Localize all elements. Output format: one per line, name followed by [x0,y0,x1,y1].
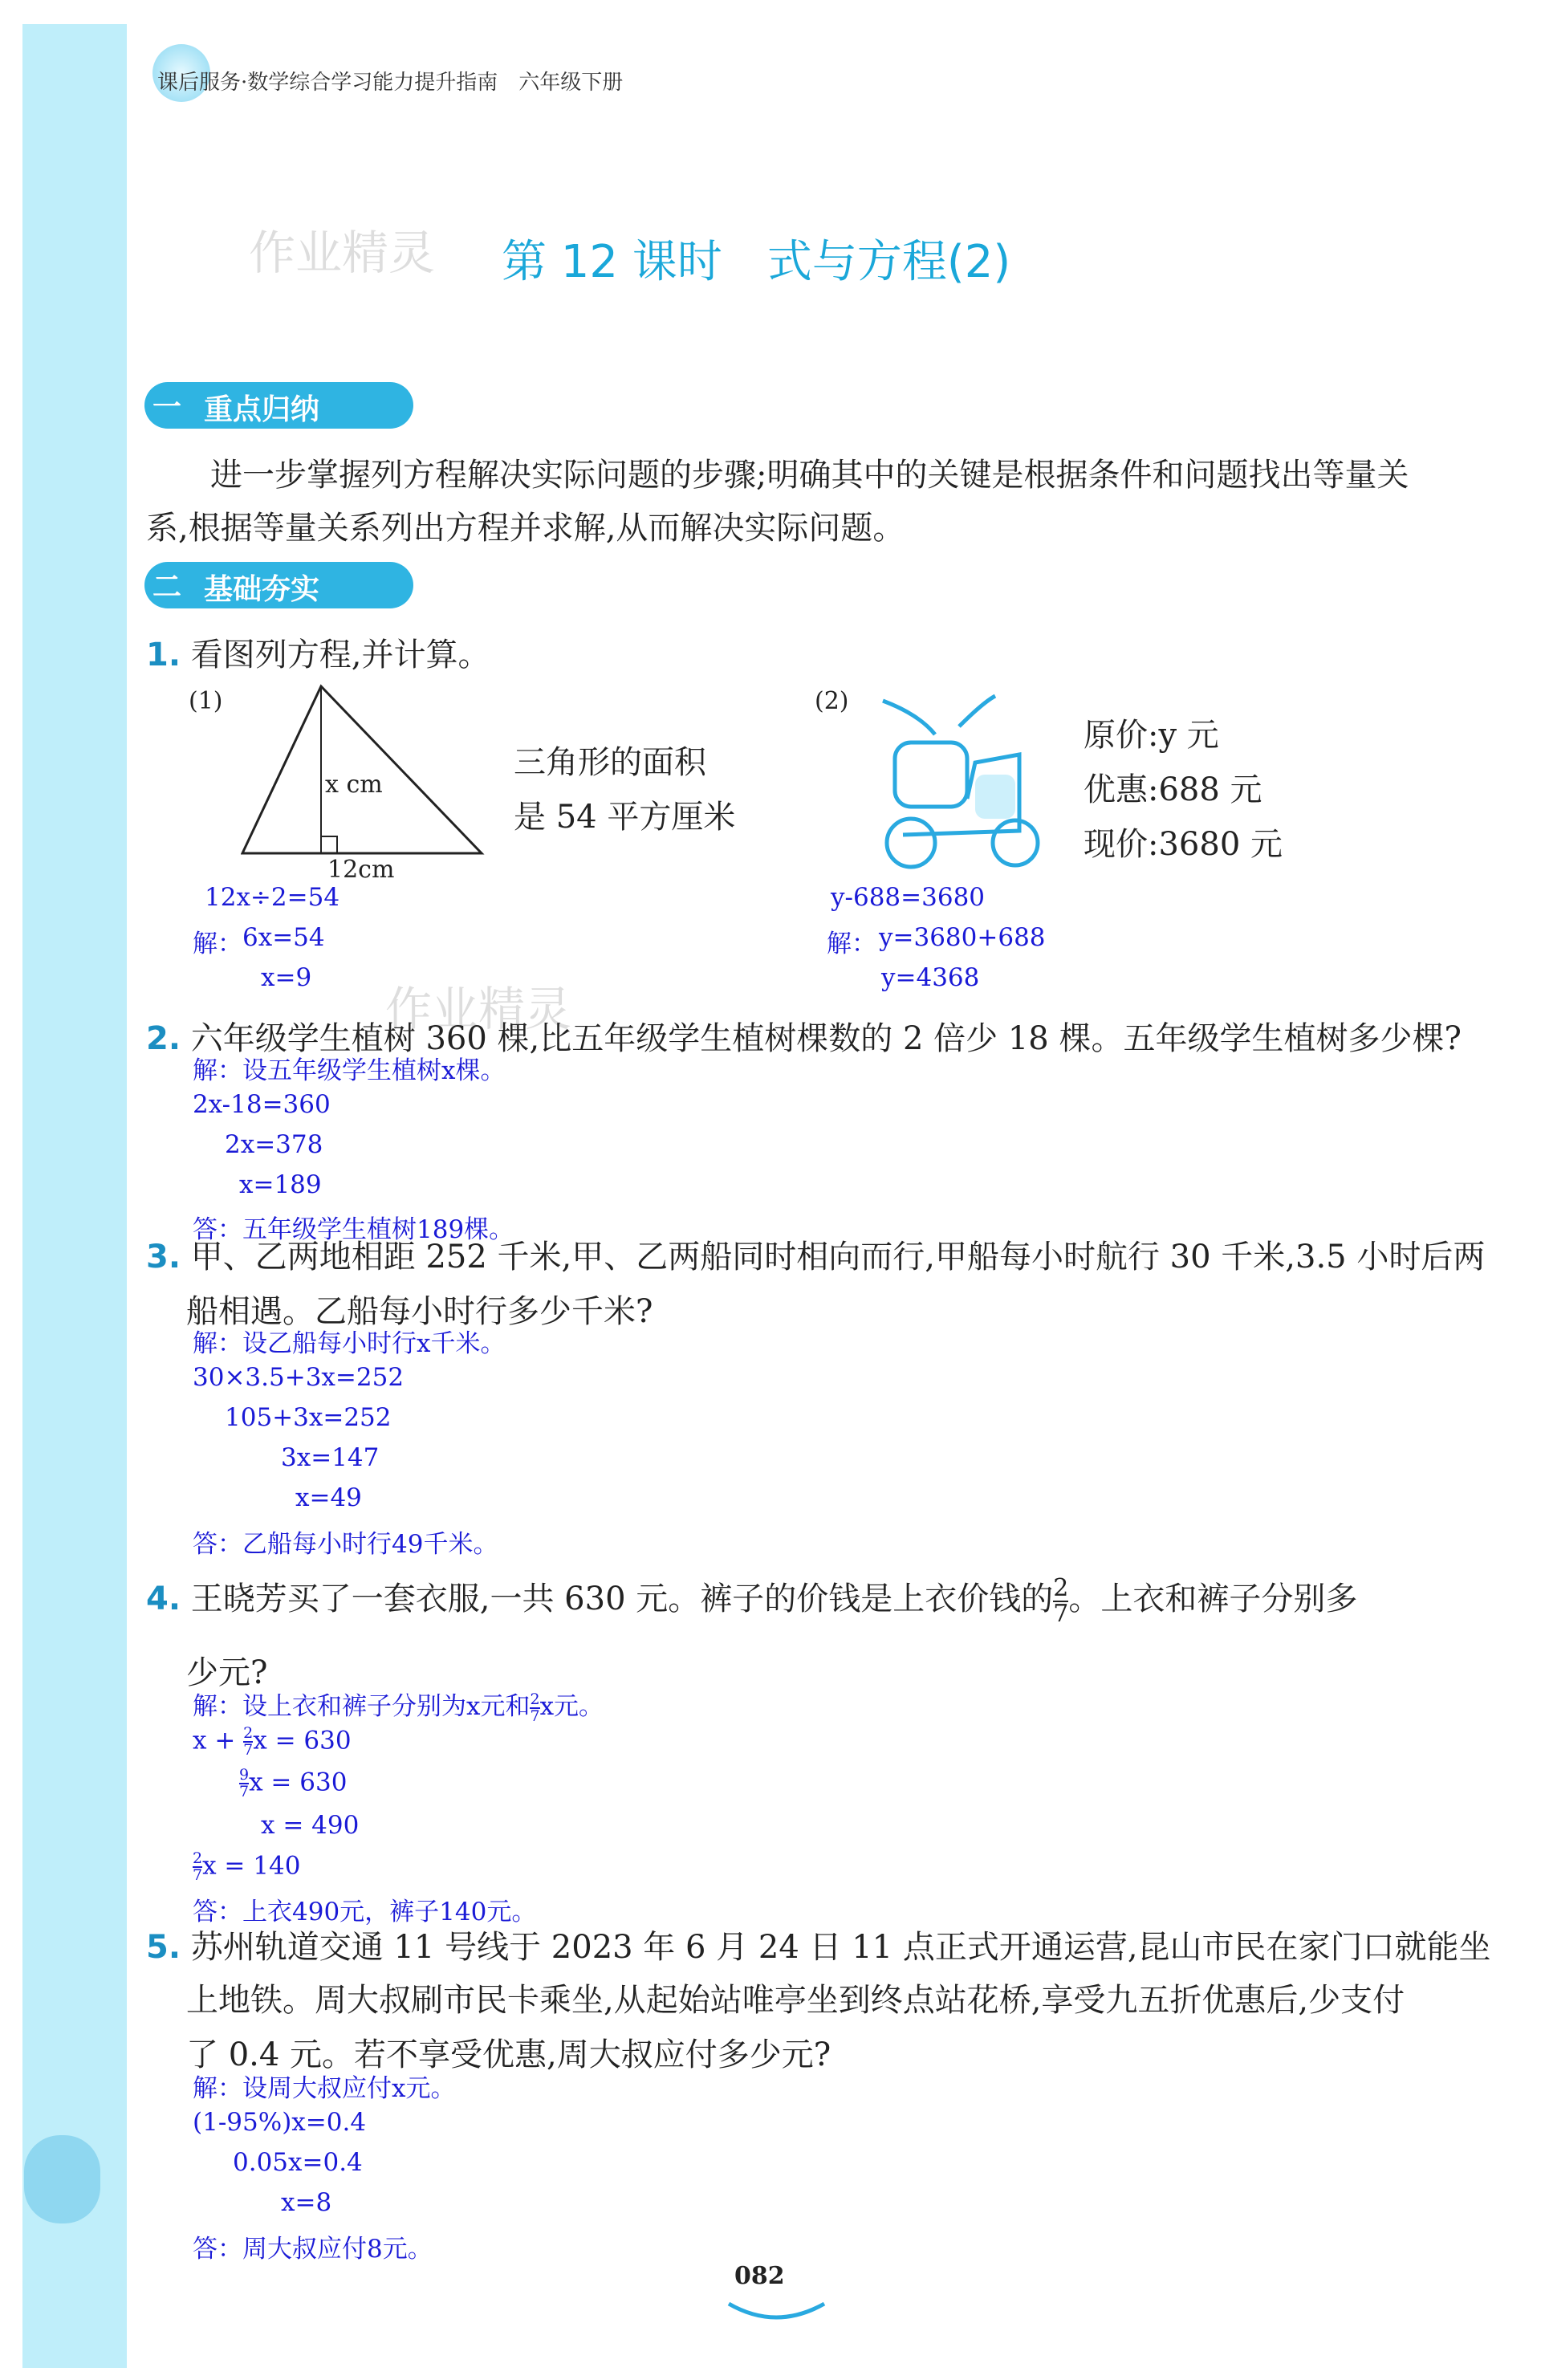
answer: 3x=147 [281,1443,380,1472]
section-text: 进一步掌握列方程解决实际问题的步骤;明确其中的关键是根据条件和问题找出等量关 [210,457,1409,494]
answer: 解：设乙船每小时行x千米。 [193,1329,506,1358]
page-title: 第 12 课时 式与方程(2) [502,236,1011,288]
answer: 6x=54 [242,923,325,952]
answer: 答：五年级学生植树189棵。 [193,1215,514,1244]
question-text: 少元? [186,1654,268,1691]
q1: 1. 看图列方程,并计算。 [146,637,490,673]
wave-ornament-icon [726,2297,827,2325]
cartoon-boy-icon [24,2135,100,2223]
part-label: (1) [189,687,223,715]
price-label: 优惠:688 元 [1084,771,1262,808]
answer: y=4368 [881,963,980,992]
answer: 解：设上衣和裤子分别为x元和 $\frac{2}{7}$ x元。 [193,1690,604,1725]
answer: 0.05x=0.4 [233,2148,363,2177]
answer: x=49 [295,1483,362,1512]
answer: (1-95%)x=0.4 [193,2108,367,2137]
height-label: x cm [325,771,383,799]
answer: x + $\frac{2}{7}$ x = 630 [193,1724,352,1759]
answer: 12x÷2=54 [205,883,340,912]
answer: 解：设周大叔应付x元。 [193,2074,456,2103]
running-header: 课后服务·数学综合学习能力提升指南 六年级下册 [157,71,624,95]
price-label: 原价:y 元 [1084,717,1219,754]
answer: 解：设五年级学生植树x棵。 [193,1056,506,1085]
question-text: 上地铁。周大叔刷市民卡乘坐,从起始站唯亭坐到终点站花桥,享受九五折优惠后,少支付 [186,1982,1405,2019]
answer: 答：上衣490元，裤子140元。 [193,1898,537,1926]
answer: 30×3.5+3x=252 [193,1363,405,1392]
section-text: 系,根据等量关系列出方程并求解,从而解决实际问题。 [146,510,905,547]
answer: 答：周大叔应付8元。 [193,2235,433,2264]
q3: 3. 甲、乙两地相距 252 千米,甲、乙两船同时相向而行,甲船每小时航行 30 千米,3.5 小时后两 [146,1239,1486,1275]
answer: $\frac{2}{7}$ x = 140 [193,1849,301,1884]
q2: 2. 六年级学生植树 360 棵,比五年级学生植树棵数的 2 倍少 18 棵。五年级学生植树多少棵? [146,1020,1462,1057]
answer: 2x-18=360 [193,1090,331,1119]
watermark: 作业精灵 [385,982,572,1036]
q4: 4. 王晓芳买了一套衣服,一共 630 元。裤子的价钱是上衣价钱的 $\frac{2}{7}$ 。上衣和裤子分别多 [146,1574,1358,1628]
answer: 答：乙船每小时行49千米。 [193,1530,498,1559]
scooter-icon [871,686,1051,875]
watermark: 作业精灵 [249,226,436,280]
page-number: 082 [734,2262,785,2290]
answer: y-688=3680 [831,883,986,912]
answer: 2x=378 [225,1130,323,1159]
section-key-points: 一 重点归纳 [144,382,413,429]
answer: 105+3x=252 [225,1403,392,1432]
section-basics: 二 基础夯实 [144,562,413,608]
left-decorative-strip [22,24,127,2368]
caption: 三角形的面积 [514,744,706,781]
answer: x = 490 [261,1811,360,1840]
answer: 解： [193,930,242,958]
part-label: (2) [815,687,849,715]
answer: x=189 [239,1170,322,1199]
answer: x=9 [261,963,312,992]
answer: x=8 [281,2188,332,2217]
question-text: 了 0.4 元。若不享受优惠,周大叔应付多少元? [186,2036,831,2073]
question-text: 船相遇。乙船每小时行多少千米? [186,1293,653,1330]
answer: y=3680+688 [879,923,1046,952]
caption: 是 54 平方厘米 [514,799,736,836]
answer: $\frac{9}{7}$ x = 630 [239,1766,348,1800]
base-label: 12cm [327,856,395,884]
answer: 解： [827,930,876,958]
q5: 5. 苏州轨道交通 11 号线于 2023 年 6 月 24 日 11 点正式开通运营,昆山市民在家门口就能坐 [146,1929,1491,1966]
price-label: 现价:3680 元 [1084,826,1283,863]
